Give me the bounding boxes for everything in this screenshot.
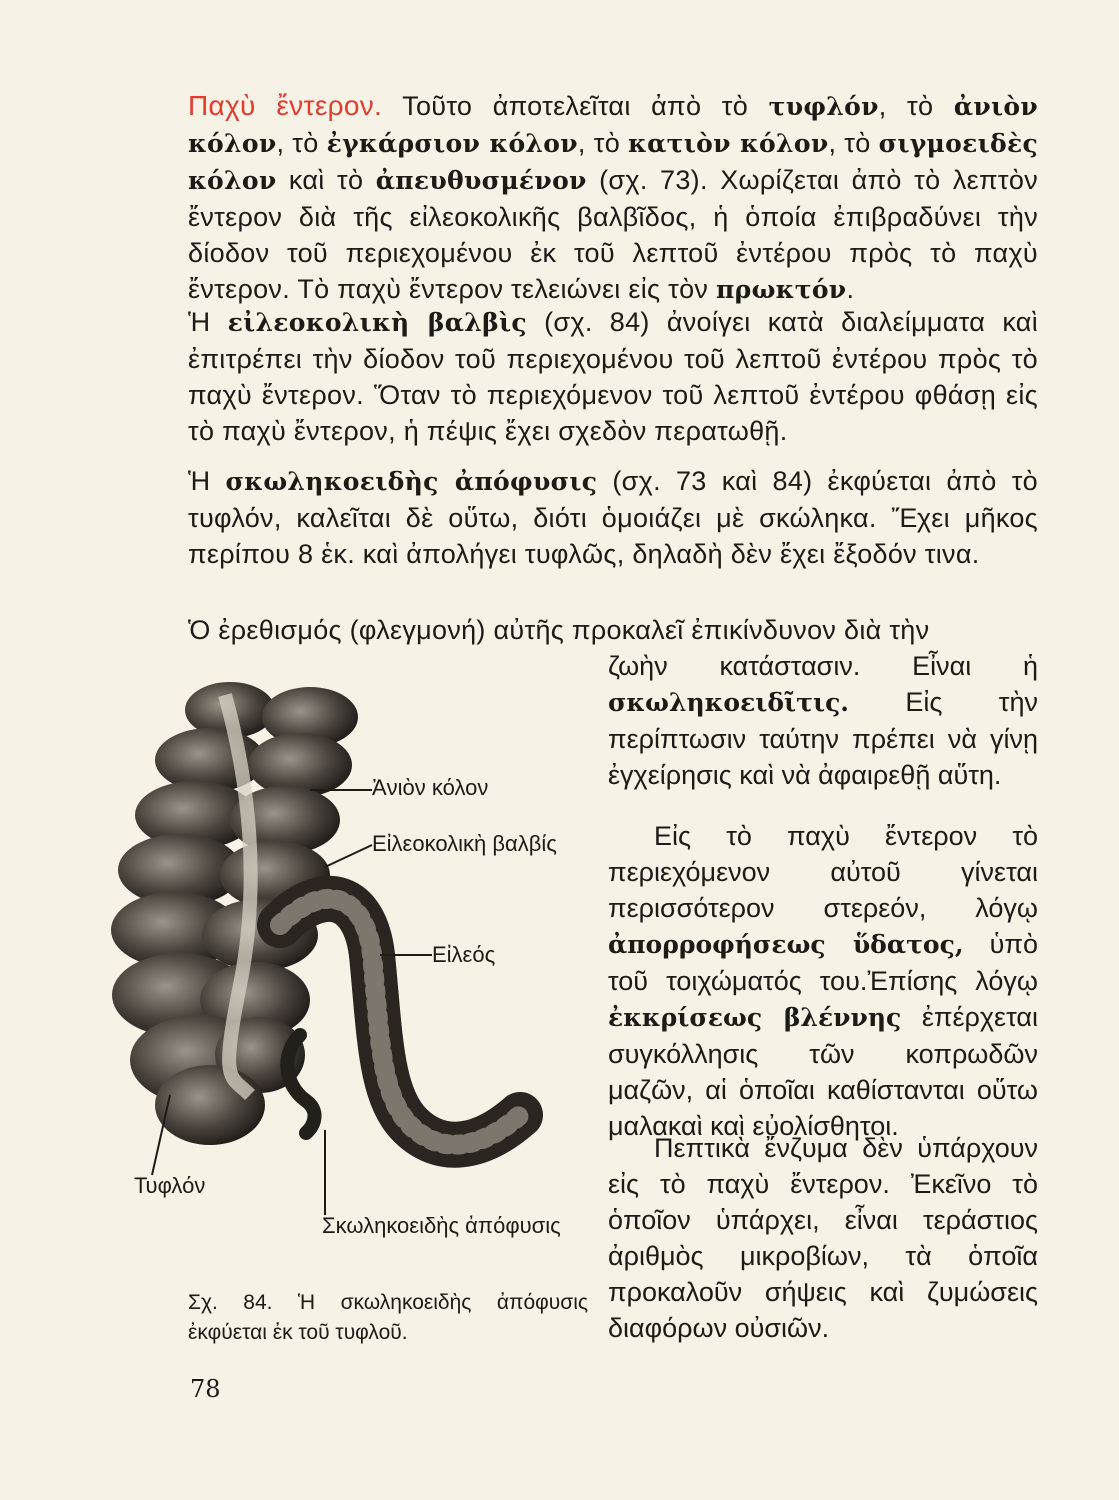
figure-caption: Σχ. 84. Ἡ σκωληκοειδὴς ἀπόφυσις ἐκφύεται ἐκ τοῦ τυφλοῦ. xyxy=(188,1291,588,1344)
paragraph-appendicitis-cont: ζωὴν κατάστασιν. Εἶναι ἡ σκωληκοειδῖτις. Εἰς τὴν περίπτωσιν ταύτην πρέπει νὰ γίνῃ ἐγχείρησις καὶ νὰ ἀφαιρεθῇ αὕτη. xyxy=(608,651,1038,790)
label-ileum: Εἰλεός xyxy=(432,942,496,967)
paragraph-large-intestine: Παχὺ ἔντερον. Τοῦτο ἀποτελεῖται ἀπὸ τὸ τυφλόν, τὸ ἀνιὸν κόλον, τὸ ἐγκάρσιον κόλον, τὸ κατιὸν κόλον, τὸ σιγμοειδὲς κόλον καὶ τὸ ἀπευθυσμένον (σχ. 73). Χωρίζεται ἀπὸ τὸ λεπτὸν ἔντερον διὰ τῆς εἰλεοκολικῆς βαλβῖδος, ἡ ὁποία ἐπιβραδύνει τὴν δίοδον τοῦ περιεχομένου ἐκ τοῦ λεπτοῦ ἐντέρου πρὸς τὸ παχὺ ἔντερον. Τὸ παχὺ ἔντερον τελειώνει εἰς τὸν πρωκτόν. xyxy=(188,90,1039,304)
intestine-illustration xyxy=(110,655,610,1235)
page-number: 78 xyxy=(190,1375,221,1403)
section-heading: Παχὺ ἔντερον. xyxy=(188,90,383,121)
leader-valve xyxy=(325,845,372,867)
figure-large-intestine xyxy=(110,655,610,1238)
paragraph-appendix: Ἡ σκωληκοειδὴς ἀπόφυσις (σχ. 73 καὶ 84) ἐκφύεται ἀπὸ τὸ τυφλόν, καλεῖται δὲ οὕτω, διότι ὁμοιάζει μὲ σκώληκα. Ἔχει μῆκος περίπου 8 ἑκ. καὶ ἀπολήγει τυφλῶς, δηλαδὴ δὲν ἔχει ἔξοδόν τινα. xyxy=(188,466,1038,569)
paragraph-ileocecal-valve: Ἡ εἰλεοκολικὴ βαλβὶς (σχ. 84) ἀνοίγει κατὰ διαλείμματα καὶ ἐπιτρέπει τὴν δίοδον τοῦ περιεχομένου τοῦ λεπτοῦ ἐντέρου πρὸς τὸ παχὺ ἔντερον. Ὅταν τὸ περιεχόμενον τοῦ λεπτοῦ ἐντέρου φθάσῃ εἰς τὸ παχὺ ἔντερον, ἡ πέψις ἔχει σχεδὸν περατωθῇ. xyxy=(188,307,1039,446)
label-ascending-colon: Ἀνιὸν κόλον xyxy=(372,775,489,800)
label-appendix: Σκωληκοειδὴς ἀπόφυσις xyxy=(322,1213,561,1238)
label-cecum: Τυφλόν xyxy=(134,1173,206,1198)
paragraph-microbes: Πεπτικὰ ἔνζυμα δὲν ὑπάρχουν εἰς τὸ παχὺ ἔντερον. Ἐκεῖνο τὸ ὁποῖον ὑπάρχει, εἶναι τεράστιος ἀριθμὸς μικροβίων, τὰ ὁποῖα προκαλοῦν σήψεις καὶ ζυμώσεις διαφόρων οὐσιῶν. xyxy=(608,1133,1038,1343)
paragraph-appendicitis-line1: Ὁ ἐρεθισμός (φλεγμονή) αὐτῆς προκαλεῖ ἐπικίνδυνον διὰ τὴν xyxy=(188,615,930,645)
paragraph-water-absorption: Εἰς τὸ παχὺ ἔντερον τὸ περιεχόμενον αὐτοῦ γίνεται περισσότερον στερεόν, λόγῳ ἀπορροφήσεως ὕδατος, ὑπὸ τοῦ τοιχώματός του.Ἐπίσης λόγῳ ἐκκρίσεως βλέννης ἐπέρχεται συγκόλλησις τῶν κοπρωδῶν μαζῶν, αἱ ὁποῖαι καθίστανται οὕτω μαλακαὶ καὶ εὐολίσθητοι. xyxy=(608,821,1038,1141)
label-ileocecal-valve: Εἰλεοκολικὴ βαλβίς xyxy=(372,831,557,856)
